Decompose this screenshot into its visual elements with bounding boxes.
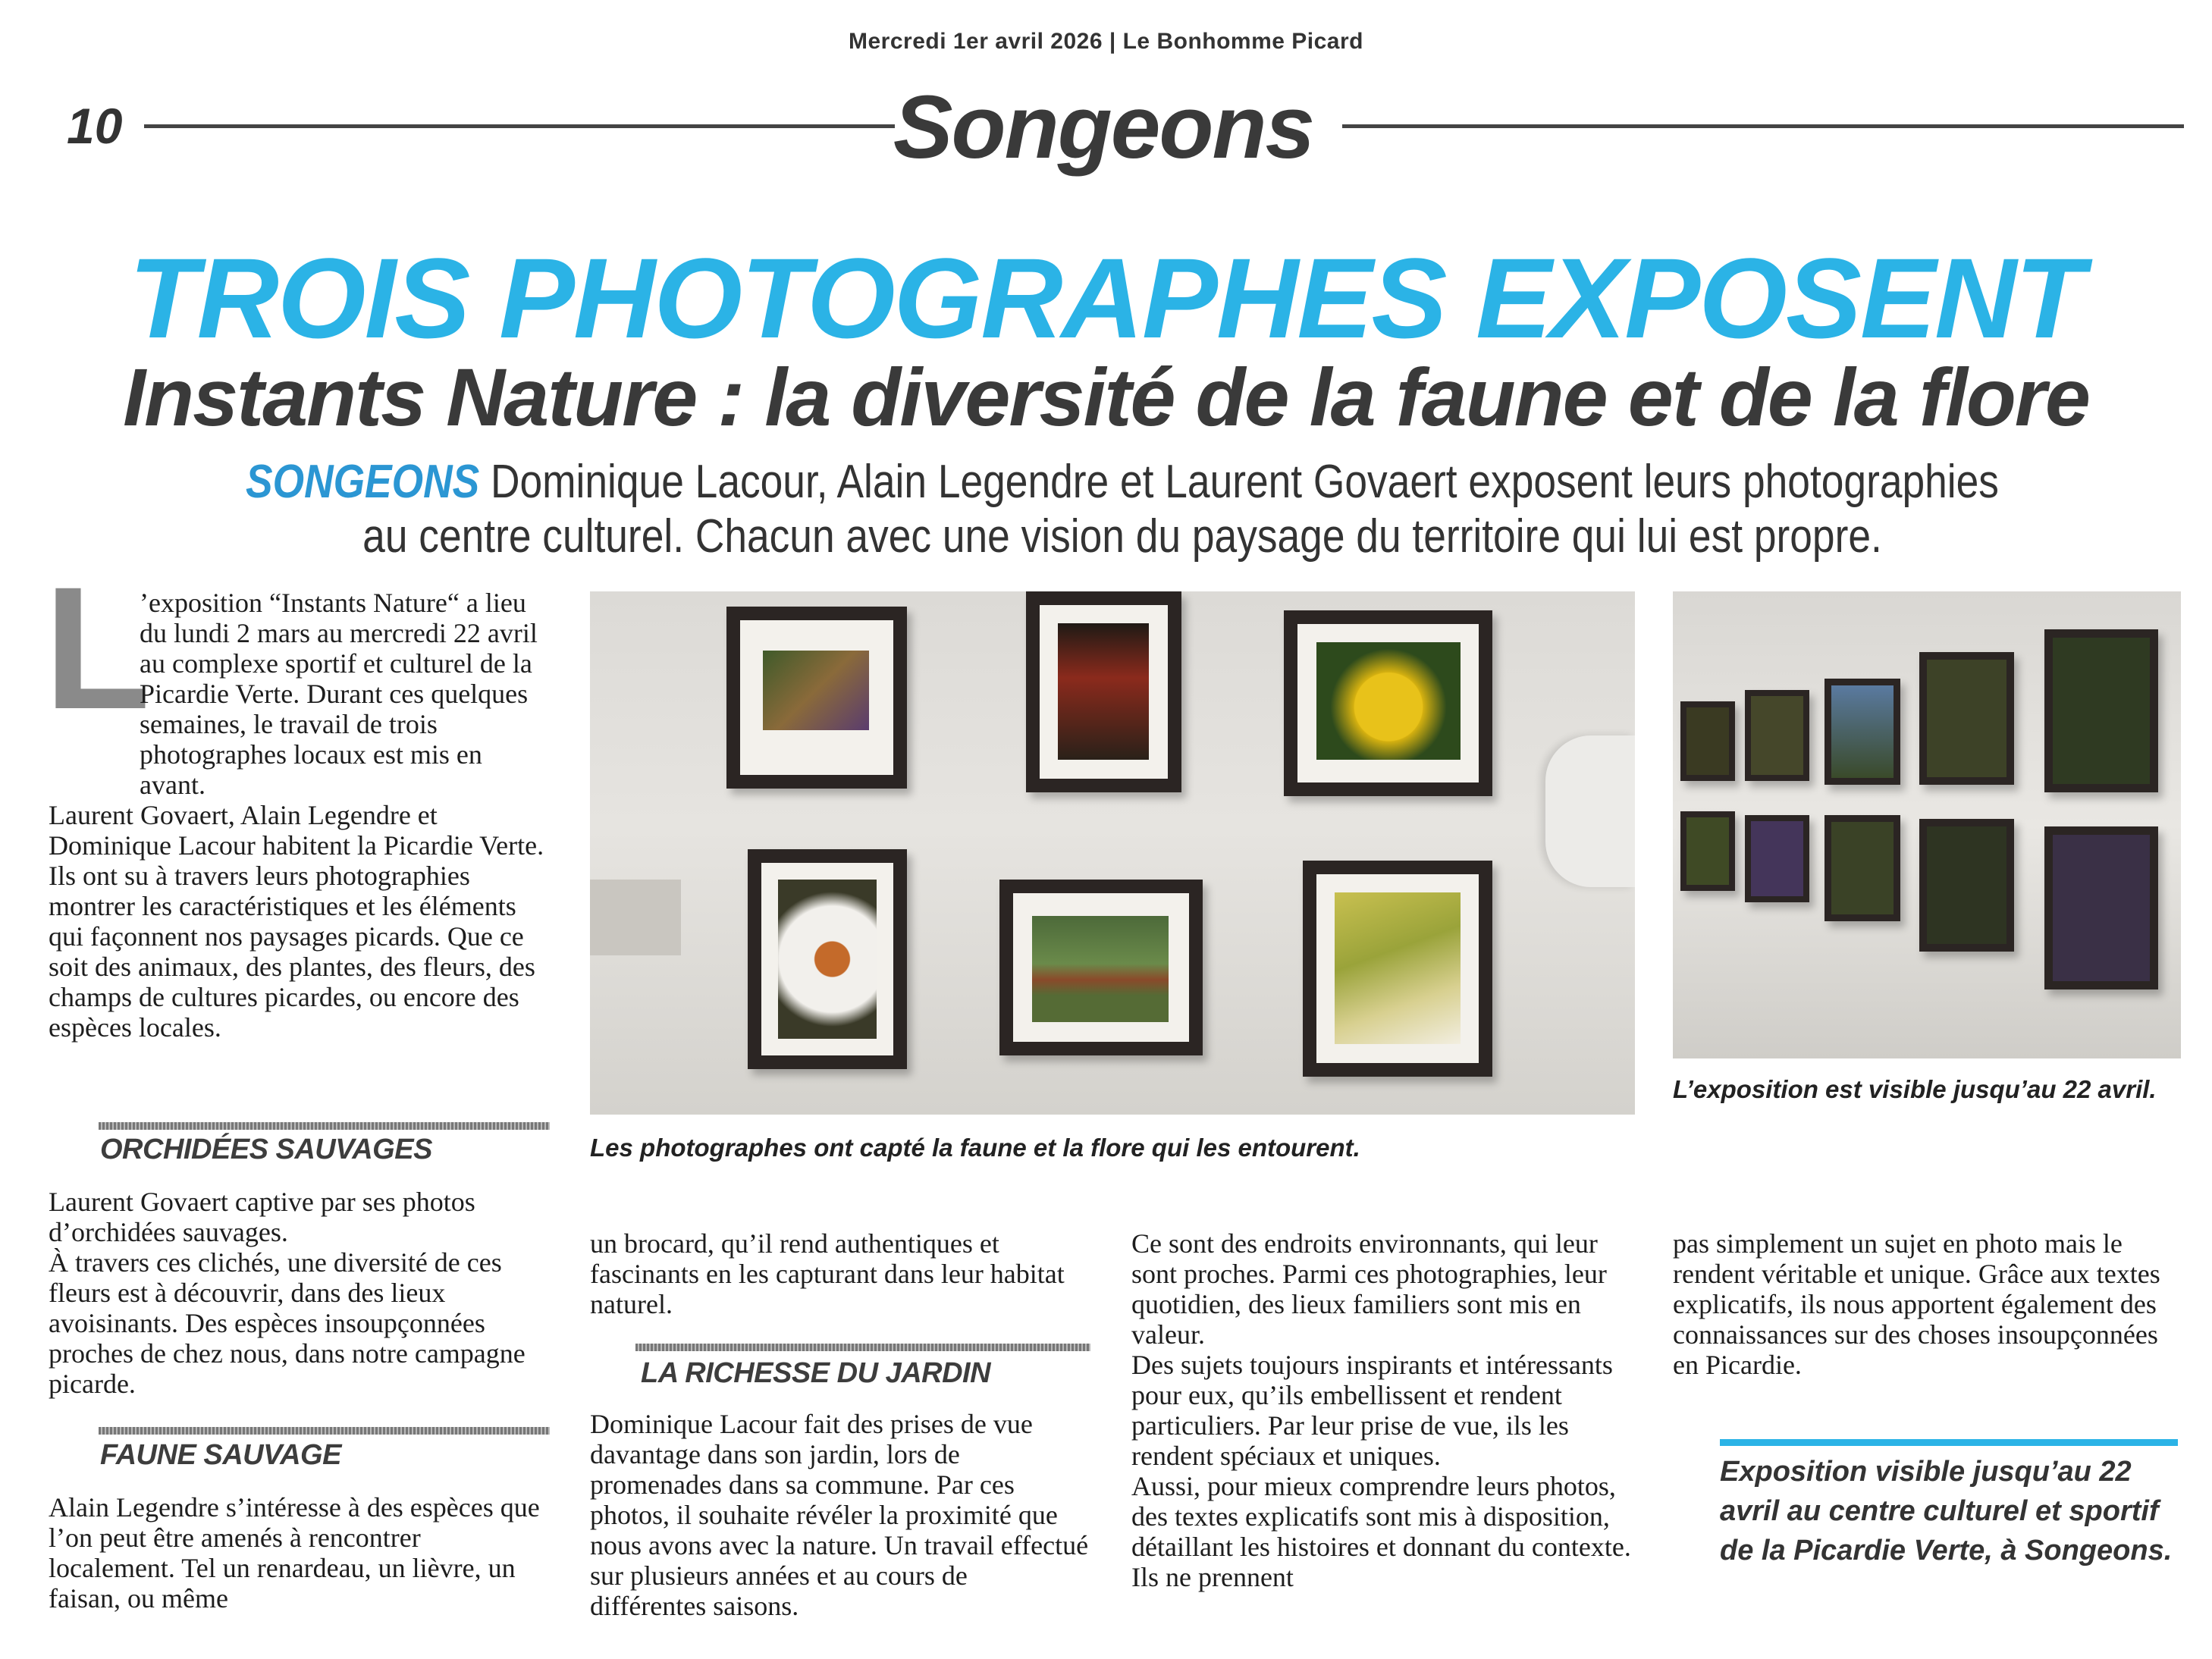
info-box-rule [1720,1439,2178,1446]
section1-paragraph-1: Laurent Govaert captive par ses photos d’orchidées sauvages. [49,1187,475,1247]
column-4-text [1673,1228,2181,1380]
intro-paragraph-2: Laurent Govaert, Alain Legendre et Dominique Lacour habitent la Picardie Verte. Ils ont su à travers leurs photographies montrer les caractéristiques et les éléments qui façonnent nos paysages picards. Que ce soit des animaux, des plantes, des fleurs, des champs de cultures picardes, ou encore des espèces locales. [49,800,544,1043]
column3-paragraph-1: Ce sont des endroits environnants, qui leur sont proches. Parmi ces photographies, leur quotidien, des lieux familiers sont mis en valeur. [1131,1228,1607,1350]
subtitle-faune: FAUNE SAUVAGE [100,1439,341,1471]
intro-paragraph-1: ’exposition “Instants Nature“ a lieu du lundi 2 mars au mercredi 22 avril au complexe sportif et culturel de la Picardie Verte. Durant ces quelques semaines, le travail de trois photographes locaux est mis en avant. [140,588,538,800]
frame-yellow-daisy-photo [1284,610,1492,796]
column-3-text [1131,1228,1632,1592]
section1-paragraph-2: À travers ces clichés, une diversité de ces fleurs est à découvrir, dans des lieux avoisinants. Des espèces insoupçonnées proches de chez nous, dans notre campagne picarde. [49,1247,526,1399]
chapo-lead: SONGEONS [246,456,480,508]
section-title: Songeons [893,77,1314,177]
photo-caption-1: Les photographes ont capté la faune et la flore qui les entourent. [590,1134,1360,1162]
subtitle-rule [99,1122,550,1130]
page-number: 10 [67,98,123,154]
column2-paragraph-2: Dominique Lacour fait des prises de vue davantage dans son jardin, lors de promenades dans sa commune. Par ces photos, il souhaite révéler la proximité que nous avons avec la nature. Un travail effectué sur plusieurs années et au cours de différentes saisons. [590,1409,1089,1621]
chapo [222,455,2022,564]
subtitle-rule [99,1427,550,1435]
section1-text [49,1187,549,1399]
chapo-text: Dominique Lacour, Alain Legendre et Laurent Govaert exposent leurs photographies au centre culturel. Chacun avec une vision du paysage du territoire qui lui est propre. [362,456,1999,563]
info-box-text: Exposition visible jusqu’au 22 avril au centre culturel et sportif de la Picardie Verte, à Songeons. [1720,1456,2173,1566]
column2-paragraph-1: un brocard, qu’il rend authentiques et fascinants en les capturant dans leur habitat naturel. [590,1228,1065,1319]
photo-caption-2: L’exposition est visible jusqu’au 22 avril. [1673,1075,2157,1103]
headline: TROIS PHOTOGRAPHES EXPOSENT [128,234,2083,362]
frame-white-flower-photo [748,849,907,1069]
frame-pheasant-photo [999,880,1203,1055]
subtitle-orchidees: ORCHIDÉES SAUVAGES [100,1134,432,1165]
column4-paragraph-1: pas simplement un sujet en photo mais le rendent véritable et unique. Grâce aux textes explicatifs, ils nous apportent également des connaissances sur des choses insoupçonnées en Picardie. [1673,1228,2160,1380]
photo-exhibition-wall [590,591,1635,1115]
header-rule-right [1342,124,2184,128]
column-2-text [590,1228,1090,1319]
section2-paragraph-1: Alain Legendre s’intéresse à des espèces que l’on peut être amenés à rencontrer localement. Tel un renardeau, un lièvre, un faisan, ou même [49,1492,540,1614]
header-rule-left [144,124,895,128]
subheadline: Instants Nature : la diversité de la faune et de la flore [123,351,2089,443]
frame-butterfly-photo [726,607,907,789]
section2-text [49,1492,549,1614]
column-2-text-2 [590,1409,1090,1621]
subtitle-rule [635,1344,1090,1351]
drop-cap: L [44,550,151,745]
column3-paragraph-3: Aussi, pour mieux comprendre leurs photos, des textes explicatifs sont mis à disposition, détaillant les histoires et donnant du contexte. Ils ne prennent [1131,1471,1631,1592]
frame-red-flower-photo [1026,591,1181,792]
subtitle-jardin: LA RICHESSE DU JARDIN [641,1357,991,1389]
dateline: Mercredi 1er avril 2026 | Le Bonhomme Picard [848,29,1363,54]
intro-text [49,588,549,1043]
column3-paragraph-2: Des sujets toujours inspirants et intéressants pour eux, qu’ils embellissent et rendent particuliers. Par leur prise de vue, ils les rendent spéciaux et uniques. [1131,1350,1613,1471]
frame-yellow-blossom-photo [1303,861,1492,1077]
photo-exhibition-corridor [1673,591,2181,1058]
